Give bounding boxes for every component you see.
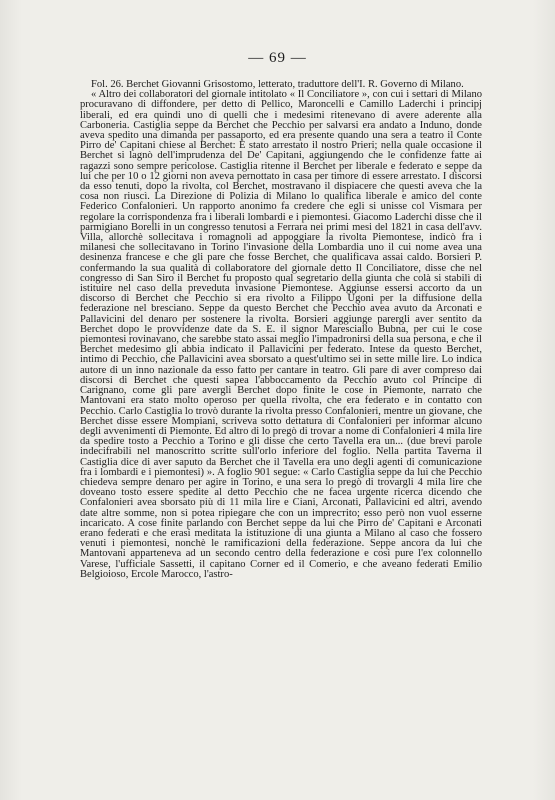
document-body: [80, 80, 482, 780]
entry-body-paragraph: « Altro dei collaboratori del giornale intitolato « Il Conciliatore », con cui i settari di Milano procuravano di diffondere, per detto di Pellico, Maroncelli e Camillo Laderchi i principj liberali, ed era quindi uno di quelli che i medesimi ritenevano di avere aderente alla Carboneria. Castiglia seppe da Berchet che Pecchio per salvarsi era andato a Induno, donde aveva spedito una dimanda per passaporto, ed era presente quando una sera a teatro il Conte Pirro de' Capitani chiese al Berchet: È stato arrestato il nostro Prieri; nella quale occasione il Berchet si lagnò dell'imprudenza del De' Capitani, aggiungendo che le confidenze fatte ai ragazzi sono sempre pericolose. Castiglia ritenne il Berchet per liberale e federato e seppe da lui che per 10 o 12 giorni non aveva pernottato in casa per timore di essere arrestato. I discorsi da esso tenuti, dopo la rivolta, col Berchet, mostravano il dispiacere che questi aveva che la cosa non riuscì. La Direzione di Polizia di Milano lo qualifica liberale e amico del conte Federico Confalonieri. Un rapporto anonimo fa credere che egli si unisse col Vismara per regolare la corrispondenza fra i liberali lombardi e i piemontesi. Giacomo Laderchi disse che il parmigiano Borelli in un congresso tenutosi a Ferrara nei primi mesi del 1821 in casa dell'avv. Villa, allorchè sollecitava i romagnoli ad appoggiare la rivolta Piemontese, indicò fra i milanesi che sollecitavano in Torino l'invasione della Lombardia uno il cui nome avea una desinenza francese e che gli pare che fosse Berchet, che qualificava assai caldo. Borsieri P. confermando la sua qualità di collaboratore del giornale detto Il Conciliatore, disse che nel congresso di San Siro il Berchet fu proposto qual segretario della giunta che colà si stabilì di istituire nel caso della preveduta invasione Piemontese. Aggiunse essersi accorto da un discorso di Berchet che Pecchio si era rivolto a Filippo Ugoni per la diffusione della federazione nel bresciano. Seppe da questo Berchet che Pecchio avea avuto da Arconati e Pallavicini del denaro per sostenere la rivolta. Borsieri aggiunge parergli aver sentito da Berchet dopo le provvidenze date da S. E. il signor Maresciallo Bubna, per cui le cose piemontesi rovinavano, che sarebbe stato assai meglio l'impadronirsi della sua persona, e che il Berchet medesimo gli abbia indicato il Pallavicini per federato. Intese da questo Berchet, intimo di Pecchio, che Pallavicini avea sborsato a quest'ultimo sei in sette mille lire. Lo indica autore di un inno nazionale da esso fatto per cantare in teatro. Gli pare di aver compreso dai discorsi di Berchet che questi sapea l'abboccamento da Pecchio avuto col Principe di Carignano, come gli pare avergli Berchet dopo finite le cose in Piemonte, narrato che Mantovani era stato molto operoso per quella rivolta, che era federato e in contatto con Pecchio. Carlo Castiglia lo trovò durante la rivolta presso Confalonieri, mentre un giovane, che Berchet disse essere Mompiani, scriveva sotto dettatura di Confalonieri per informar alcuno degli avvenimenti di Piemonte. Ed altro di lo pregò di trovar a nome di Confalonieri 4 mila lire da spedire tosto a Pecchio a Torino e gli disse che certo Tavella era un... (due brevi parole indecifrabili nel manoscritto scritte sull'orlo inferiore del foglio. Nella partita Taverna il Castiglia dice di aver saputo da Berchet che il Tavella era uno degli agenti di comunicazione fra i lombardi e i piemontesi) ». A foglio 901 segue: « Carlo Castiglia seppe da lui che Pecchio chiedeva sempre denaro per agire in Torino, e una sera lo pregò di trovargli 4 mila lire che doveano tosto essere spedite al detto Pecchio che ne facea urgente ricerca dicendo che Confalonieri avea sborsato più di 11 mila lire e Ciani, Arconati, Pallavicini ed altri, avendo date altre somme, non si potea ripiegare che con un impreстito; esso però non vuol esserne incaricato. A cose finite parlando con Berchet seppe da lui che Pirro de' Capitani e Arconati erano federati e che erasi meditata la istituzione di una giunta a Milano al caso che fossero venuti i piemontesi, nonchè le ramificazioni della federazione. Seppe ancora da lui che Mantovani apparteneva ad un secondo centro della federazione e così pure l'ex colonnello Varese, l'ufficiale Sassetti, il capitano Corner ed il Comerio, e che aveano federati Emilio Belgioioso, Ercole Marocco, l'astro-: [80, 89, 482, 580]
entry-heading: Fol. 26. Berchet Giovanni Grisostomo, letterato, traduttore dell'I. R. Governo di Milano.: [91, 80, 464, 90]
page-number: — 69 —: [248, 50, 307, 66]
